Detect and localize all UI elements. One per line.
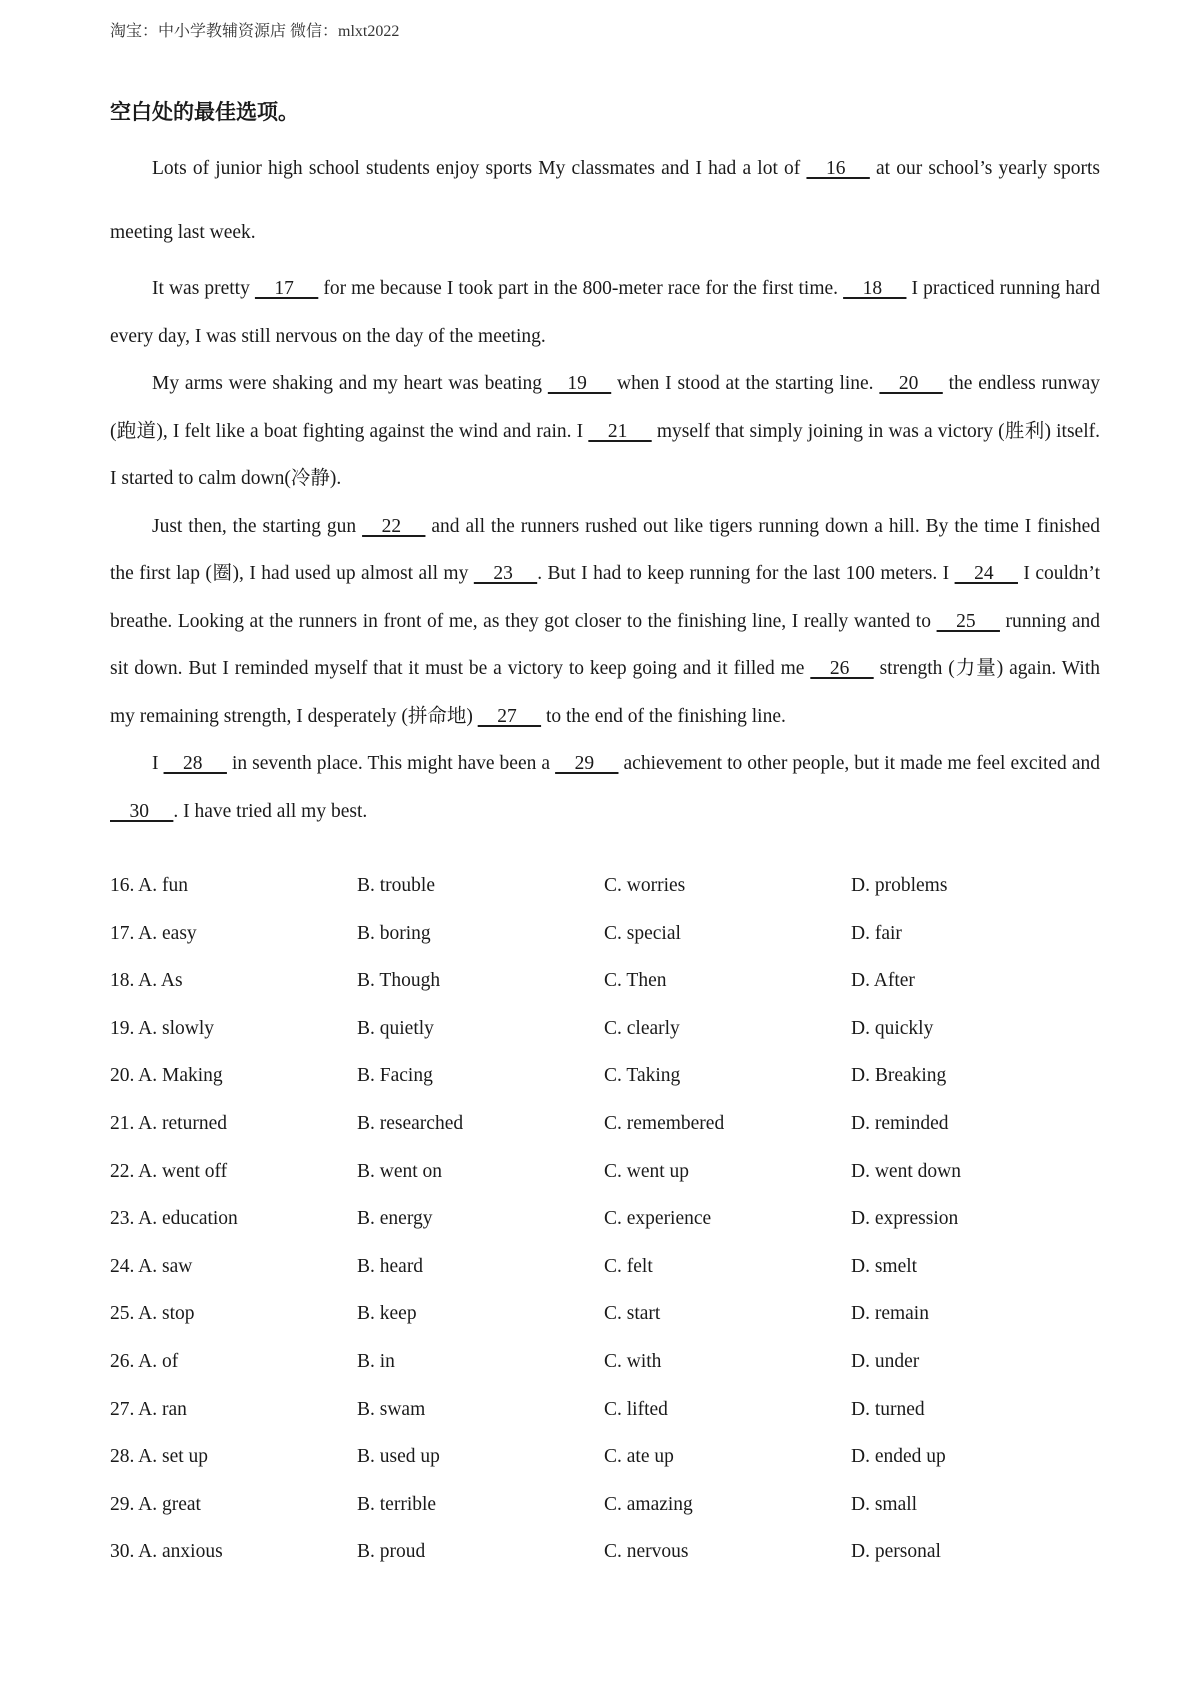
passage-text: for me because I took part in the 800-meter race for the first time. <box>318 278 844 299</box>
option-choice: C. clearly <box>604 1017 680 1039</box>
blank-number: 21 <box>588 420 652 442</box>
option-choice: D. personal <box>851 1541 941 1563</box>
option-choice: B. in <box>357 1350 395 1372</box>
passage-paragraph <box>110 137 1100 265</box>
option-choice: B. Facing <box>357 1065 433 1087</box>
blank-number: 25 <box>936 610 1000 632</box>
option-row <box>110 1386 1100 1434</box>
option-choice: D. small <box>851 1493 918 1515</box>
option-choice: 24. A. saw <box>110 1255 193 1277</box>
option-row <box>110 957 1100 1005</box>
option-choice: D. ended up <box>851 1446 946 1468</box>
passage-text: running and sit down. But I reminded myself that it must be a victory to keep going and it filled me <box>110 610 1100 679</box>
option-choice: 26. A. of <box>110 1350 179 1372</box>
blank-number: 26 <box>810 658 874 679</box>
option-choice: C. worries <box>604 875 686 896</box>
option-choice: D. reminded <box>851 1112 949 1134</box>
option-choice: D. problems <box>851 875 948 896</box>
option-choice: C. remembered <box>604 1112 725 1134</box>
passage-text: strength (力量) again. With my remaining strength, I desperately (拼命地) <box>110 658 1100 727</box>
passage-text: in seventh place. This might have been a <box>226 753 556 774</box>
passage-text: the endless runway (跑道), I felt like a boat fighting against the wind and rain. I <box>110 373 1100 442</box>
option-choice: D. remain <box>851 1303 929 1325</box>
option-choice: C. lifted <box>604 1398 668 1420</box>
option-choice: C. nervous <box>604 1541 689 1563</box>
passage-text: when I stood at the starting line. <box>611 373 880 394</box>
option-choice: B. trouble <box>357 875 435 896</box>
passage-text: I couldn’t breathe. Looking at the runners in front of me, as they got closer to the finishing line, I really wanted to <box>110 563 1100 632</box>
option-row <box>110 910 1100 958</box>
option-row <box>110 1338 1100 1386</box>
option-row <box>110 1433 1100 1481</box>
option-choice: D. Breaking <box>851 1065 947 1087</box>
option-choice: C. Then <box>604 970 667 992</box>
option-row <box>110 1195 1100 1243</box>
option-row <box>110 1481 1100 1529</box>
blank-number: 18 <box>843 278 907 299</box>
passage-paragraph <box>110 740 1100 835</box>
option-choice: D. turned <box>851 1398 925 1420</box>
option-choice: C. went up <box>604 1160 690 1182</box>
passage-paragraph <box>110 360 1100 503</box>
option-choice: C. ate up <box>604 1446 674 1468</box>
option-choice: 22. A. went off <box>110 1160 228 1182</box>
blank-number: 28 <box>163 753 227 774</box>
option-choice: 21. A. returned <box>110 1112 227 1134</box>
passage-text: I <box>152 753 164 774</box>
option-row <box>110 1100 1100 1148</box>
option-choice: B. energy <box>357 1208 433 1230</box>
passage-text: It was pretty <box>152 278 255 299</box>
option-choice: B. boring <box>357 922 431 944</box>
option-choice: B. researched <box>357 1112 464 1134</box>
option-choice: D. went down <box>851 1160 961 1182</box>
passage-text: at our school’s yearly sports meeting last week. <box>110 158 1100 243</box>
passage-text: . But I had to keep running for the last 100 meters. I <box>537 563 955 584</box>
option-row <box>110 1005 1100 1053</box>
cloze-passage <box>110 137 1100 835</box>
option-choice: 30. A. anxious <box>110 1541 223 1563</box>
option-choice: B. used up <box>357 1446 440 1468</box>
option-choice: B. Though <box>357 970 441 992</box>
passage-text: Lots of junior high school students enjoy sports My classmates and I had a lot of <box>152 158 807 179</box>
option-choice: B. keep <box>357 1303 417 1325</box>
option-choice: 25. A. stop <box>110 1303 195 1325</box>
option-choice: B. quietly <box>357 1017 434 1039</box>
blank-number: 17 <box>254 278 319 299</box>
option-choice: 20. A. Making <box>110 1065 223 1087</box>
passage-paragraph <box>110 265 1100 360</box>
option-choice: 18. A. As <box>110 970 183 992</box>
option-choice: C. amazing <box>604 1493 693 1515</box>
option-choice: B. went on <box>357 1160 443 1182</box>
option-row <box>110 1148 1100 1196</box>
passage-text: My arms were shaking and my heart was beating <box>152 373 548 394</box>
option-choice: 19. A. slowly <box>110 1017 215 1039</box>
option-choice: 27. A. ran <box>110 1398 187 1420</box>
option-choice: 23. A. education <box>110 1208 238 1230</box>
blank-number: 23 <box>473 563 538 584</box>
option-choice: C. Taking <box>604 1065 681 1087</box>
passage-text: Just then, the starting gun <box>152 515 363 537</box>
passage-text: achievement to other people, but it made me feel excited and <box>618 753 1100 774</box>
passage-paragraph <box>110 503 1100 741</box>
passage-text: myself that simply joining in was a victory (胜利) itself. I started to calm down(冷静). <box>110 420 1100 489</box>
passage-text: I practiced running hard every day, I was still nervous on the day of the meeting. <box>110 278 1100 347</box>
blank-number: 19 <box>547 373 612 394</box>
option-choice: D. fair <box>851 922 902 944</box>
passage-text: and all the runners rushed out like tigers running down a hill. By the time I finished the first lap (圈), I had used up almost all my <box>110 515 1100 584</box>
option-row <box>110 1528 1100 1576</box>
option-choice: 17. A. easy <box>110 922 197 944</box>
option-choice: B. proud <box>357 1541 426 1563</box>
option-row <box>110 1243 1100 1291</box>
section-title: 空白处的最佳选项。 <box>110 100 299 124</box>
option-choice: B. heard <box>357 1255 424 1277</box>
blank-number: 29 <box>555 753 619 774</box>
option-choice: D. smelt <box>851 1255 918 1277</box>
passage-text: . I have tried all my best. <box>173 800 368 822</box>
option-choice: D. under <box>851 1350 920 1372</box>
option-choice: C. with <box>604 1350 662 1372</box>
option-choice: D. After <box>851 970 915 992</box>
blank-number: 16 <box>806 158 870 179</box>
option-choice: C. special <box>604 922 681 944</box>
page-header: 淘宝：中小学教辅资源店 微信：mlxt2022 <box>110 23 400 40</box>
option-choice: D. expression <box>851 1208 959 1230</box>
option-choice: C. start <box>604 1303 661 1325</box>
options-list <box>110 862 1100 1576</box>
option-choice: 28. A. set up <box>110 1446 209 1468</box>
blank-number: 22 <box>362 515 426 537</box>
option-choice: B. terrible <box>357 1493 437 1515</box>
option-choice: C. felt <box>604 1255 653 1277</box>
option-choice: D. quickly <box>851 1017 934 1039</box>
blank-number: 27 <box>477 705 542 727</box>
blank-number: 24 <box>954 563 1018 584</box>
passage-text: to the end of the finishing line. <box>541 705 786 727</box>
option-choice: B. swam <box>357 1398 426 1420</box>
blank-number: 30 <box>110 800 174 822</box>
option-row <box>110 1290 1100 1338</box>
option-choice: 16. A. fun <box>110 875 188 896</box>
option-choice: 29. A. great <box>110 1493 201 1515</box>
option-row <box>110 1052 1100 1100</box>
option-row <box>110 862 1100 910</box>
option-choice: C. experience <box>604 1208 712 1230</box>
blank-number: 20 <box>879 373 943 394</box>
